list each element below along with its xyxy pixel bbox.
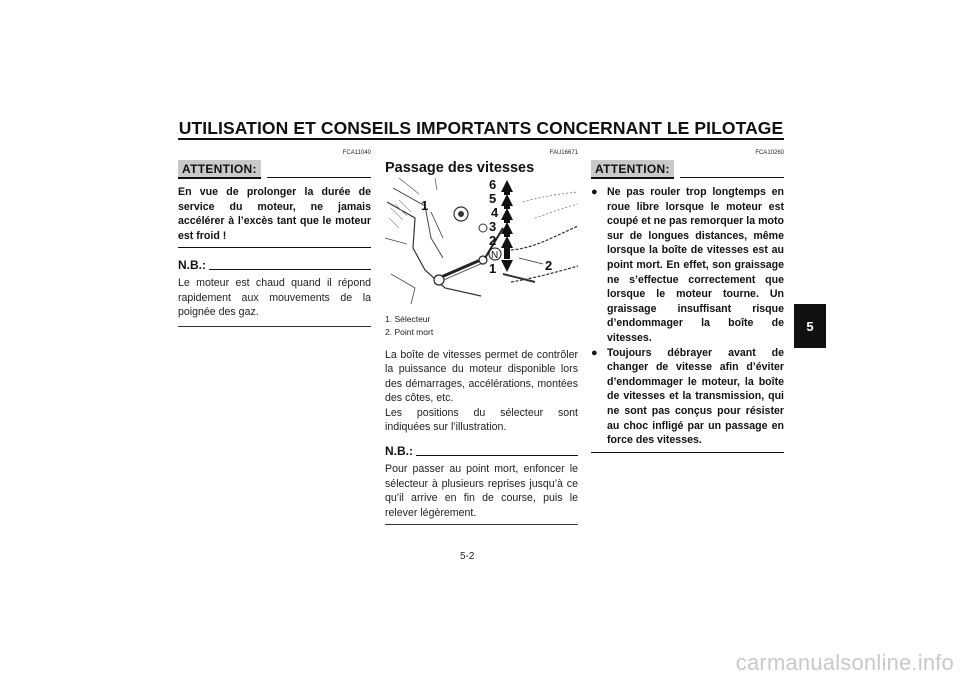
nb-rule (416, 455, 578, 456)
caption-selector: 1. Sélecteur (385, 314, 431, 324)
attention-end-rule (178, 247, 371, 248)
caption-neutral: 2. Point mort (385, 327, 434, 337)
up-arrow-icon (501, 180, 513, 192)
reference-code: FAU16671 (549, 150, 578, 156)
chapter-tab: 5 (794, 304, 826, 348)
attention-end-rule (591, 452, 784, 453)
nb-text: Pour passer au point mort, enfoncer le sélecteur à plusieurs reprises jusqu’à ce qu’il arrive en fin de course, puis le relever légèrement. (385, 463, 578, 519)
up-arrow-icon (501, 194, 513, 206)
down-arrow-icon (501, 260, 513, 272)
watermark: carmanualsonline.info (735, 650, 954, 675)
nb-heading (178, 258, 371, 272)
bullet-text: Toujours débrayer avant de changer de vitesse afin d’éviter d’endommager le moteur, la boîte de vitesses et la transmission, qui ne sont pas conçus pour résister au choc infligé par un passage en force des vitesses. (607, 346, 784, 447)
header-rule (178, 138, 784, 140)
nb-label: N.B.: (178, 258, 206, 273)
bullet-icon: ● (591, 346, 598, 359)
attention-bullet-list (591, 185, 784, 448)
gear-label-3: 3 (489, 219, 497, 234)
nb-label: N.B.: (385, 444, 413, 459)
page-number: 5-2 (460, 551, 475, 562)
body-paragraph-2: Les positions du sélecteur sont indiquées sur l’illustration. (385, 406, 578, 434)
attention-rule (680, 177, 784, 178)
nb-rule (209, 269, 371, 270)
list-item (591, 346, 784, 448)
middle-column (385, 150, 578, 525)
figure-captions (385, 313, 578, 339)
up-arrow-icon (501, 208, 513, 220)
gear-label-5: 5 (489, 191, 497, 206)
nb-text: Le moteur est chaud quand il répond rapidement aux mouvements de la poignée des gaz. (178, 277, 371, 319)
attention-label: ATTENTION: (591, 160, 674, 179)
section-title: Passage des vitesses (385, 160, 535, 176)
bullet-icon: ● (591, 186, 598, 198)
right-column (591, 150, 784, 453)
gear-label-2: 2 (489, 233, 497, 248)
reference-code: FCA11040 (342, 150, 371, 156)
attention-text: En vue de prolonger la durée de service du moteur, ne jamais accélérer à l’excès tant que le moteur est froid ! (178, 186, 371, 242)
up-arrow-icon (501, 236, 513, 248)
attention-heading (178, 160, 371, 179)
body-paragraph-1: La boîte de vitesses permet de contrôler la puissance du moteur disponible lors des démarrages, accélérations, montées des côtes, etc. (385, 349, 578, 405)
attention-label: ATTENTION: (178, 160, 261, 179)
attention-rule (267, 177, 371, 178)
gear-label-6: 6 (489, 178, 497, 192)
nb-end-rule (385, 524, 578, 525)
nb-end-rule (178, 326, 371, 327)
gear-shift-illustration (385, 178, 578, 304)
nb-heading (385, 444, 578, 458)
gear-label-neutral: N (491, 250, 499, 261)
left-column (178, 150, 371, 327)
gear-label-1: 1 (489, 261, 497, 276)
reference-code: FCA10260 (755, 150, 784, 156)
callout-2: 2 (545, 258, 553, 273)
gear-label-4: 4 (491, 205, 499, 220)
list-item (591, 185, 784, 346)
page-header: UTILISATION ET CONSEILS IMPORTANTS CONCERNANT LE PILOTAGE (178, 118, 784, 138)
bullet-text: Ne pas rouler trop longtemps en roue libre lorsque le moteur est coupé et ne pas remorquer la moto sur de longues distances, même lorsque la boîte de vitesses est au point mort. En effet, son graissage ne s’effectue correctement que lorsque le moteur tourne. Un graissage insuffisant risque d’endommager la boîte de vitesses. (607, 186, 784, 344)
attention-heading (591, 160, 784, 179)
callout-1: 1 (421, 198, 429, 213)
